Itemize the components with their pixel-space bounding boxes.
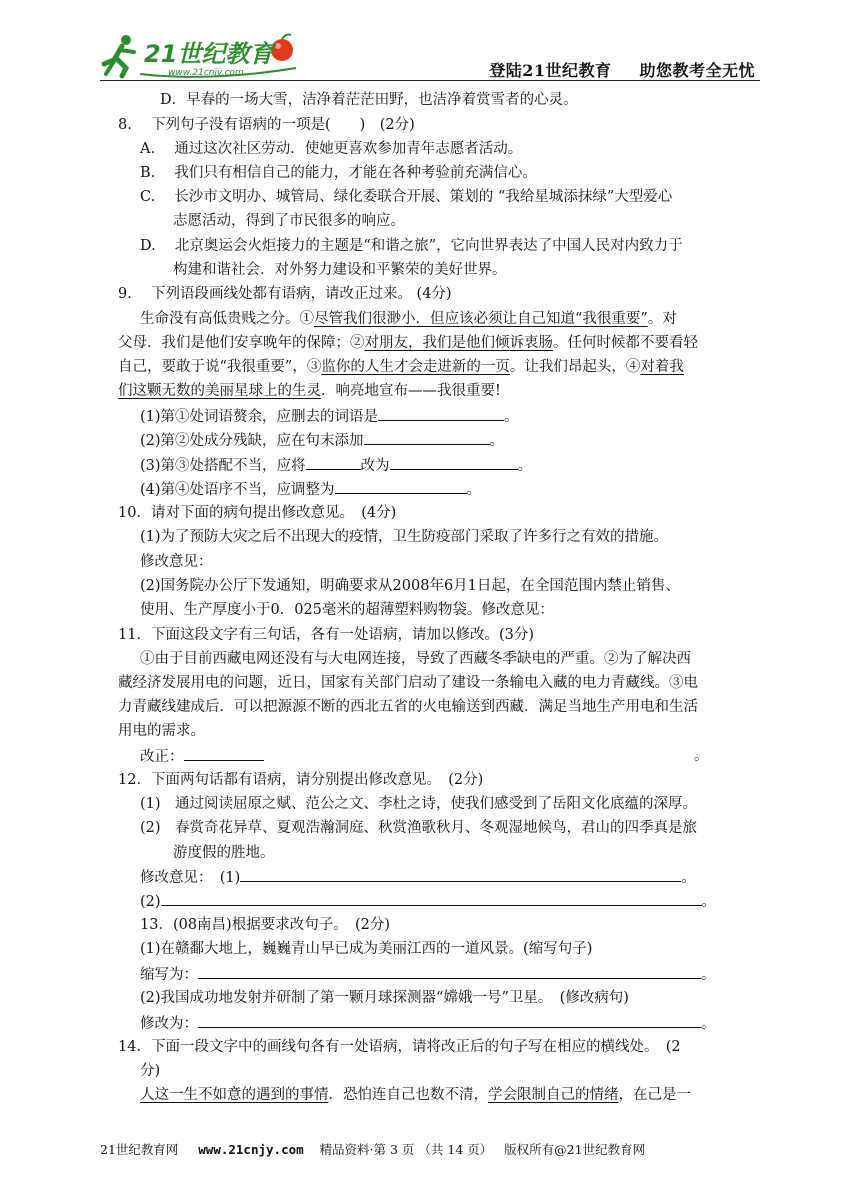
q9-text: 。对 xyxy=(647,311,677,327)
q12-sub2-cont: 游度假的胜地。 xyxy=(173,845,275,861)
q14-text: ．恐怕连自己也数不清， xyxy=(328,1087,488,1103)
q8-option-a: A. 通过这次社区劳动．使她更喜欢参加青年志愿者活动。 xyxy=(140,141,523,157)
punct: 。 xyxy=(517,458,533,474)
q9-underlined-4: 对着我 xyxy=(640,359,684,375)
q13-answer-1 xyxy=(140,964,716,985)
q9-para-line1 xyxy=(140,309,677,329)
q9-underlined-3: 监你的人生才会走进新的一页 xyxy=(321,359,510,375)
answer-blank[interactable] xyxy=(198,964,701,979)
q10-sub1-label: 修改意见： xyxy=(140,554,213,570)
answer-blank[interactable] xyxy=(335,479,467,494)
footer-site-link[interactable]: www.21cnjy.com xyxy=(198,1142,304,1157)
q11-fix xyxy=(140,746,264,767)
footer-page-info: 精品资料·第 3 页 （共 14 页） xyxy=(319,1142,493,1157)
answer-blank[interactable] xyxy=(184,746,264,761)
q9-sub3 xyxy=(140,455,532,476)
q11-stem: 11．下面这段文字有三句话，各有一处语病，请加以修改。(3分) xyxy=(118,627,534,643)
q12-answer-2 xyxy=(140,891,716,912)
page-footer xyxy=(100,1140,760,1158)
q10-sub1: (1)为了预防大灾之后不出现大的疫情，卫生防疫部门采取了许多行之有效的措施。 xyxy=(140,529,669,545)
q9-stem: 9. 下列语段画线处都有语病，请改正过来。 (4分) xyxy=(118,286,452,302)
q9-sub1-text: (1)第①处词语赘余，应删去的词语是 xyxy=(140,409,379,425)
q9-para-line4 xyxy=(118,381,501,401)
q8-stem: 8. 下列句子没有语病的一项是( ) (2分) xyxy=(118,117,415,133)
q8-option-d: D. 北京奥运会火炬接力的主题是“和谐之旅”，它向世界表达了中国人民对内致力于 xyxy=(140,238,683,254)
q10-sub2: (2)国务院办公厅下发通知，明确要求从2008年6月1日起，在全国范围内禁止销售、 xyxy=(140,578,680,594)
q14-stem-cont: 分) xyxy=(140,1063,161,1079)
punct: 。 xyxy=(701,1016,716,1032)
q9-underlined-1: 尽管我们很渺小．但应该必须让自己知道“我很重要” xyxy=(314,311,648,327)
q9-text: 生命没有高低贵贱之分。① xyxy=(140,311,314,327)
q9-sub2 xyxy=(140,430,504,451)
answer-blank[interactable] xyxy=(364,430,490,445)
q11-fix-label: 改正： xyxy=(140,749,184,765)
footer-copyright: 版权所有@21世纪教育网 xyxy=(504,1142,646,1157)
q14-underlined-1: 人这一生不如意的遇到的事情 xyxy=(140,1087,329,1103)
q9-para-line2 xyxy=(118,333,698,353)
q13-answer-label: 修改为： xyxy=(140,1016,198,1032)
q9-para-line3 xyxy=(118,357,684,377)
site-logo xyxy=(100,30,300,80)
q8-option-b: B. 我们只有相信自己的能力，才能在各种考验前充满信心。 xyxy=(140,165,537,181)
answer-blank[interactable] xyxy=(198,1013,701,1028)
q11-para-3: 力青藏线建成后．可以把源源不断的西北五省的火电输送到西藏．满足当地生产用电和生活 xyxy=(118,699,698,715)
q12-sub1: (1) 通过阅读屈原之赋、范公之文、李杜之诗，使我们感受到了岳阳文化底蕴的深厚。 xyxy=(140,796,698,812)
q12-stem: 12．下面两句话都有语病，请分别提出修改意见。 (2分) xyxy=(118,772,484,788)
q9-sub3-text: 改为 xyxy=(360,458,390,474)
q10-sub2-cont: 使用、生产厚度小于0．025毫米的超薄塑料购物袋。修改意见： xyxy=(140,602,554,618)
answer-blank[interactable] xyxy=(240,867,681,882)
q10-stem: 10．请对下面的病句提出修改意见。 (4分) xyxy=(118,505,397,521)
punct: 。 xyxy=(504,409,519,425)
q9-sub4 xyxy=(140,479,481,500)
punct: 。 xyxy=(701,967,716,983)
slogan-left: 登陆21世纪教育 xyxy=(489,61,612,80)
q9-text: 父母．我们是他们安享晚年的保障；② xyxy=(118,335,365,351)
q12-sub2: (2) 春赏奇花异草、夏观浩瀚洞庭、秋赏渔歌秋月、冬观湿地候鸟，君山的四季真是旅 xyxy=(140,820,698,836)
logo-sub-text: www.21cnjy.com xyxy=(168,68,244,78)
q14-text: ，在己是一 xyxy=(618,1087,691,1103)
q9-text: ．响亮地宣布——我很重要! xyxy=(321,383,501,399)
header-rule xyxy=(100,80,760,81)
page-header xyxy=(100,22,760,82)
punct: 。 xyxy=(466,482,482,498)
header-slogan xyxy=(489,58,755,81)
q13-sub2: (2)我国成功地发射并研制了第一颗月球探测器“嫦娥一号”卫星。 (修改病句) xyxy=(140,990,629,1006)
punct: 。 xyxy=(489,433,505,449)
q12-answer-label: 修改意见： (1) xyxy=(140,870,241,886)
runner-logo-icon xyxy=(100,30,300,80)
logo-main-text: 21世纪教育 xyxy=(144,40,274,68)
q13-stem: 13．(08南昌)根据要求改句子。 (2分) xyxy=(140,917,391,933)
footer-left: 21世纪教育网 xyxy=(100,1142,179,1157)
q8-option-c-cont: 志愿活动，得到了市民很多的响应。 xyxy=(173,213,405,229)
answer-blank[interactable] xyxy=(390,455,518,470)
q9-sub3-text: (3)第③处搭配不当，应将 xyxy=(140,458,306,474)
q9-sub1 xyxy=(140,406,519,427)
answer-blank[interactable] xyxy=(161,891,702,906)
q11-para-2: 藏经济发展用电的问题，近日，国家有关部门启动了建设一条输电入藏的电力青藏线。③电 xyxy=(118,675,698,691)
q13-sub1: (1)在赣鄱大地上，巍巍青山早已成为美丽江西的一道风景。(缩写句子) xyxy=(140,941,593,957)
q11-para-4: 用电的需求。 xyxy=(118,723,205,739)
q14-underlined-2: 学会限制自己的情绪 xyxy=(488,1087,619,1103)
q8-option-d-cont: 构建和谐社会．对外努力建设和平繁荣的美好世界。 xyxy=(173,262,507,278)
q12-answer-1 xyxy=(140,867,696,888)
q9-text: 。让我们昂起头，④ xyxy=(509,359,641,375)
q9-sub4-text: (4)第④处语序不当，应调整为 xyxy=(140,482,335,498)
q8-option-c: C. 长沙市文明办、城管局、绿化委联合开展、策划的 “我给星城添抹绿”大型爱心 xyxy=(140,189,673,205)
q9-text: 自己，要敢于说“我很重要”，③ xyxy=(118,359,322,375)
answer-blank[interactable] xyxy=(378,406,504,421)
q9-text: 。任何时候都不要看轻 xyxy=(553,335,698,351)
answer-blank[interactable] xyxy=(306,455,361,470)
punct: 。 xyxy=(694,748,709,764)
q12-answer-label: (2) xyxy=(140,894,161,910)
punct: 。 xyxy=(701,894,717,910)
q9-underlined-4-cont: 们这颗无数的美丽星球上的生灵 xyxy=(118,383,321,399)
q9-sub2-text: (2)第②处成分残缺，应在句末添加 xyxy=(140,433,364,449)
q11-para-1: ①由于目前西藏电网还没有与大电网连接，导致了西藏冬季缺电的严重。②为了解决西 xyxy=(140,651,691,667)
punct: 。 xyxy=(681,870,696,886)
slogan-right: 助您教考全无忧 xyxy=(639,61,755,80)
q14-para-line1 xyxy=(140,1085,691,1105)
q14-stem: 14．下面一段文字中的画线句各有一处语病，请将改正后的句子写在相应的横线处。 (2 xyxy=(118,1039,681,1055)
q7-option-d: D．早春的一场大雪，洁净着茫茫田野，也洁净着赏雪者的心灵。 xyxy=(160,92,578,108)
q13-answer-label: 缩写为： xyxy=(140,967,198,983)
q9-underlined-2: 对朋友，我们是他们倾诉衷肠 xyxy=(364,335,553,351)
q13-answer-2 xyxy=(140,1013,716,1034)
